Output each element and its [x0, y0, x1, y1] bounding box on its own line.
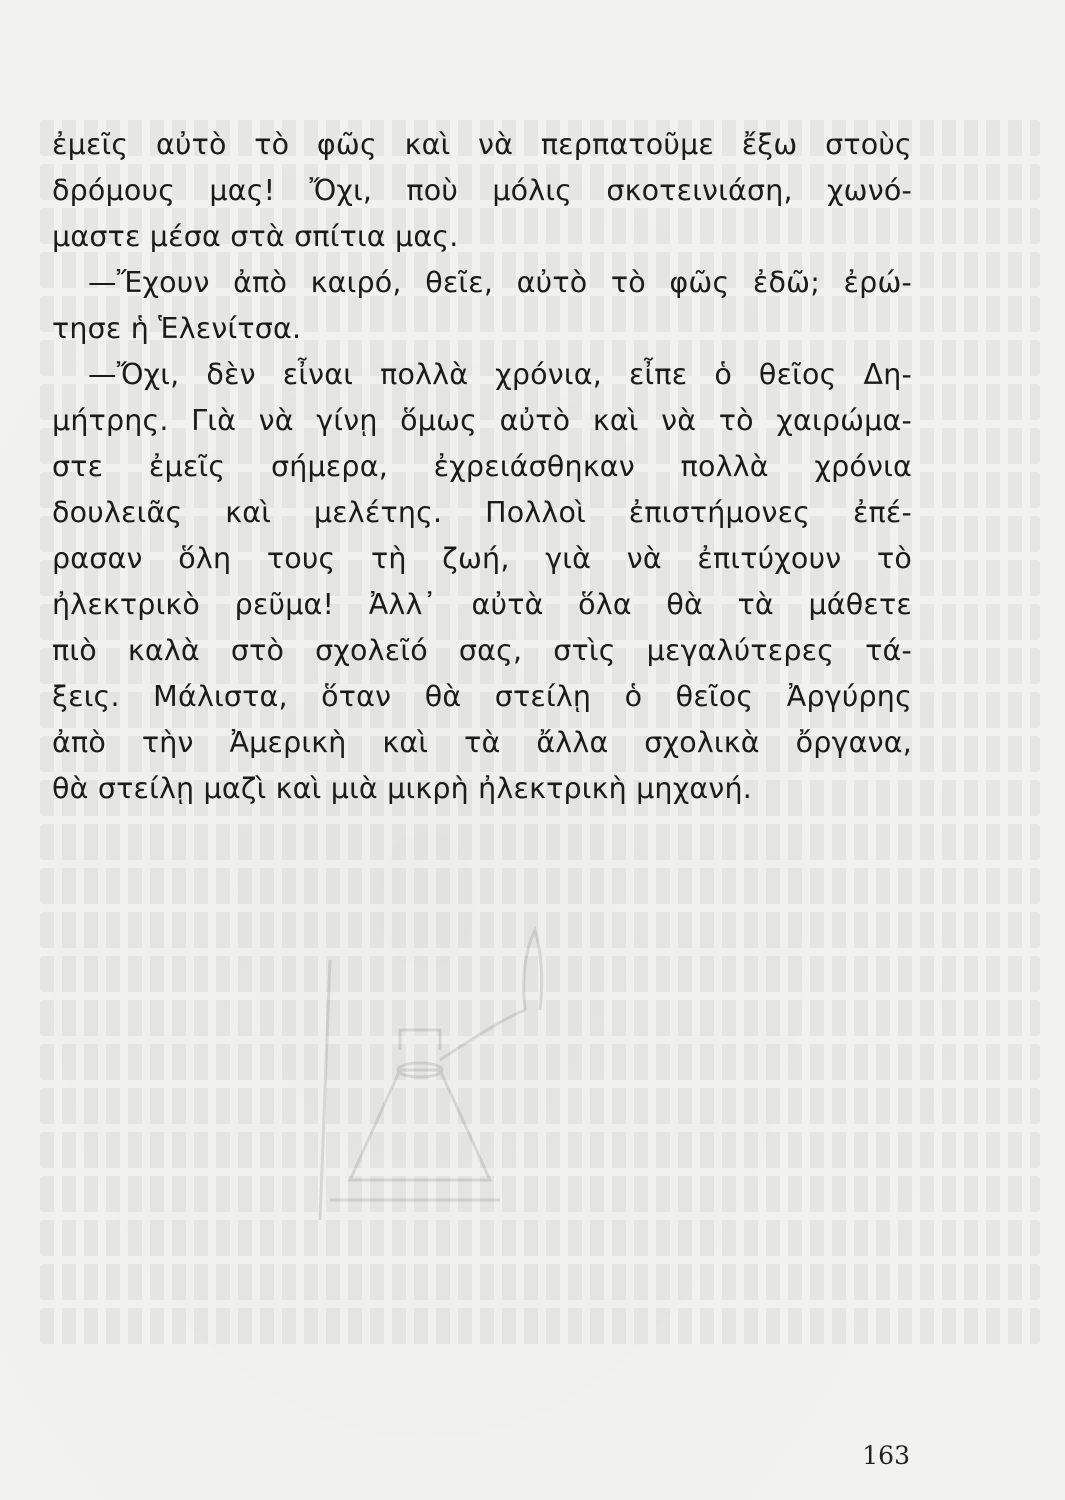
- text-line: —Ἔχουν ἀπὸ καιρό, θεῖε, αὐτὸ τὸ φῶς ἐδῶ; ἐρώ-: [88, 266, 912, 299]
- text-line: —Ὄχι, δὲν εἶναι πολλὰ χρόνια, εἶπε ὁ θεῖος Δη-: [88, 358, 912, 391]
- text-line: μήτρης. Γιὰ νὰ γίνῃ ὅμως αὐτὸ καὶ νὰ τὸ χαιρώμα-: [52, 404, 912, 437]
- text-line: πιὸ καλὰ στὸ σχολεῖό σας, στὶς μεγαλύτερες τά-: [52, 634, 912, 667]
- oil-lamp-bleed-icon: [290, 920, 620, 1250]
- text-line: ρασαν ὅλη τους τὴ ζωή, γιὰ νὰ ἐπιτύχουν τὸ: [52, 542, 912, 575]
- text-line: ἐμεῖς αὐτὸ τὸ φῶς καὶ νὰ περπατοῦμε ἔξω στοὺς: [52, 128, 912, 161]
- text-line: δρόμους μας! Ὄχι, ποὺ μόλις σκοτεινιάση, χωνό-: [52, 174, 912, 207]
- text-line: τησε ἡ Ἑλενίτσα.: [52, 312, 302, 345]
- text-line: ἀπὸ τὴν Ἀμερικὴ καὶ τὰ ἄλλα σχολικὰ ὄργανα,: [52, 726, 912, 759]
- text-line: μαστε μέσα στὰ σπίτια μας.: [52, 220, 459, 253]
- text-line: στε ἐμεῖς σήμερα, ἐχρειάσθηκαν πολλὰ χρόνια: [52, 450, 912, 483]
- page-number: 163: [862, 1441, 910, 1470]
- text-line: δουλειᾶς καὶ μελέτης. Πολλοὶ ἐπιστήμονες ἐπέ-: [52, 496, 912, 529]
- text-line: ἠλεκτρικὸ ρεῦμα! Ἀλλ᾽ αὐτὰ ὅλα θὰ τὰ μάθετε: [52, 588, 912, 621]
- text-line: θὰ στείλῃ μαζὶ καὶ μιὰ μικρὴ ἠλεκτρικὴ μηχανή.: [52, 772, 752, 805]
- body-text: [52, 122, 912, 812]
- text-line: ξεις. Μάλιστα, ὅταν θὰ στείλῃ ὁ θεῖος Ἀργύρης: [52, 680, 912, 713]
